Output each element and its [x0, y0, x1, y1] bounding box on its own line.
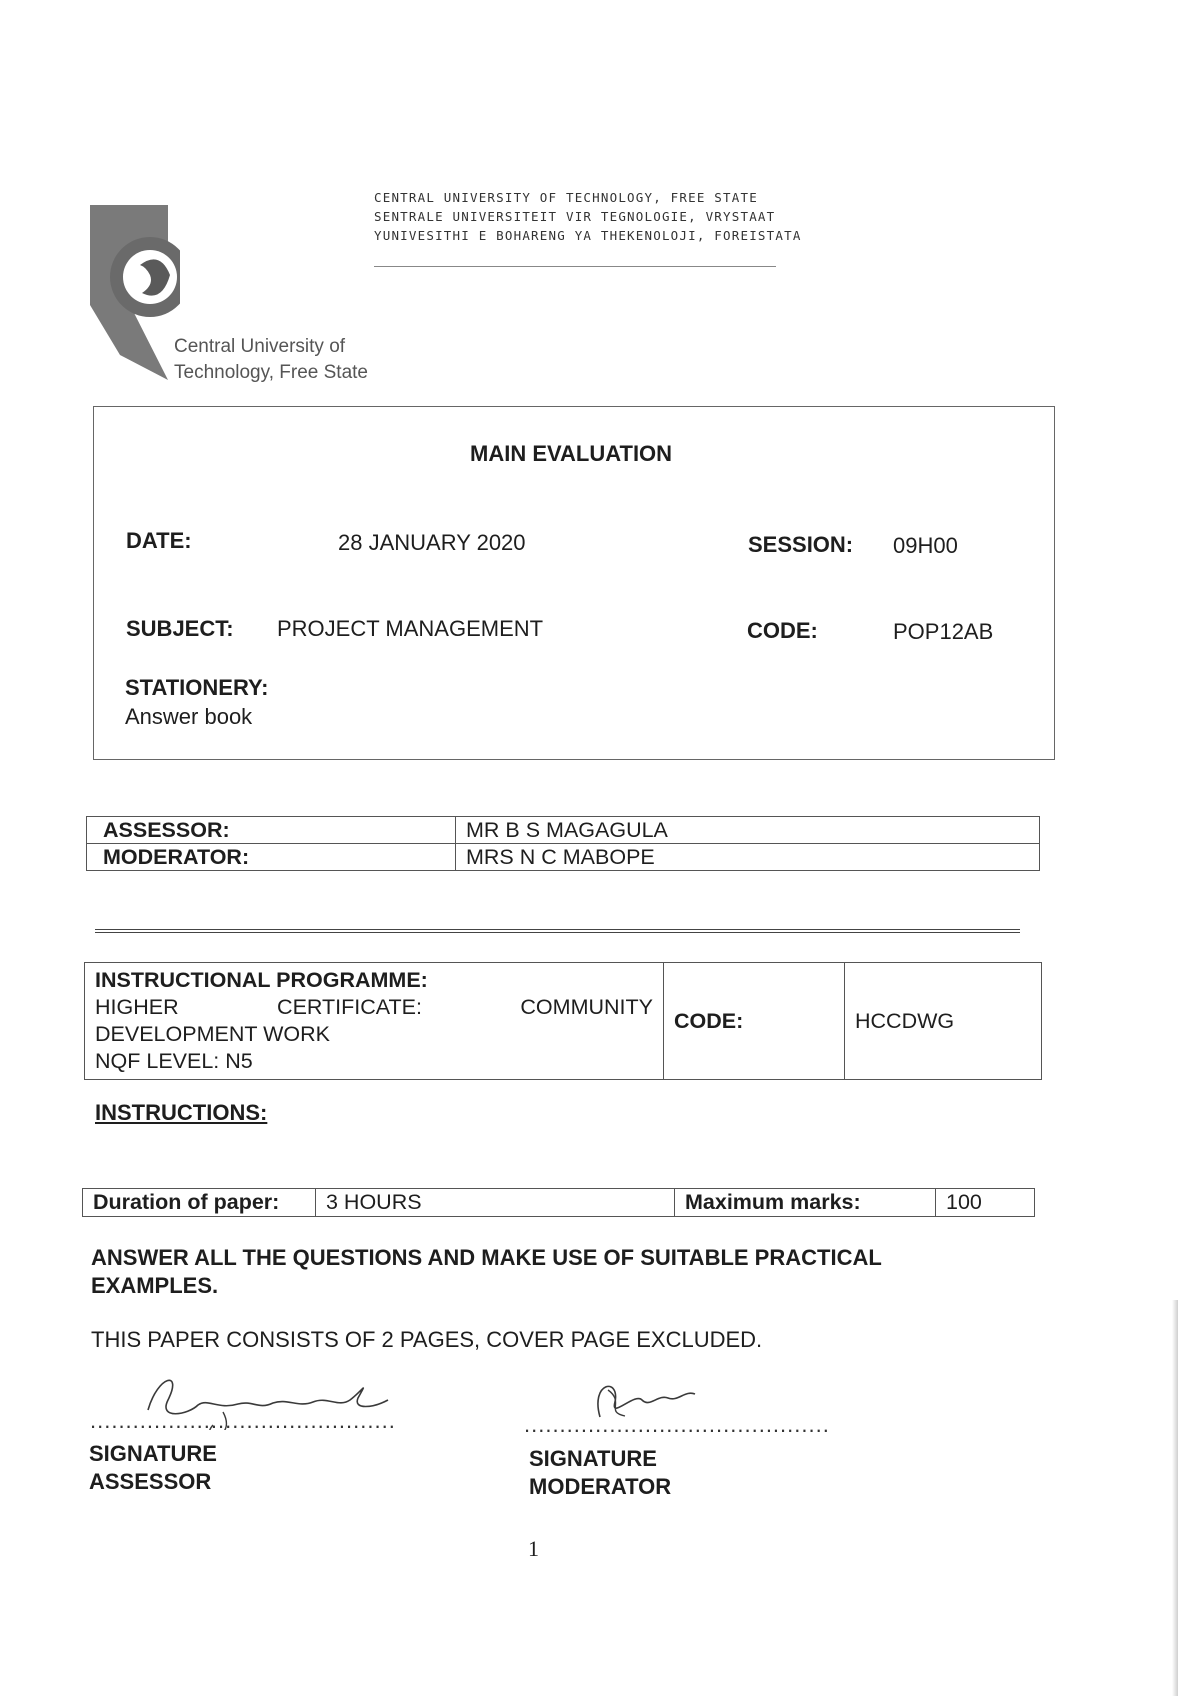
moderator-signature-title: SIGNATURE — [529, 1446, 657, 1471]
university-name-af: SENTRALE UNIVERSITEIT VIR TEGNOLOGIE, VRYSTAAT — [374, 209, 776, 224]
moderator-signature-label — [529, 1445, 671, 1501]
stationery-value: Answer book — [125, 704, 253, 729]
assessor-row — [87, 817, 1040, 844]
staff-table — [86, 816, 1040, 871]
evaluation-title: MAIN EVALUATION — [470, 441, 673, 466]
assessor-signature-role: ASSESSOR — [89, 1469, 212, 1494]
university-name — [374, 188, 802, 245]
answer-all-instruction: ANSWER ALL THE QUESTIONS AND MAKE USE OF SUITABLE PRACTICAL EXAMPLES. — [91, 1245, 882, 1298]
university-logo — [90, 205, 180, 380]
assessor-label: ASSESSOR: — [87, 817, 456, 844]
logo-text-line1: Central University of — [174, 336, 346, 357]
instructions-heading: INSTRUCTIONS: — [95, 1100, 268, 1125]
logo-text — [174, 334, 368, 386]
page-number: 1 — [528, 1536, 539, 1561]
moderator-signature-role: MODERATOR — [529, 1474, 672, 1499]
subject-label: SUBJECT: — [126, 616, 234, 641]
date-label: DATE: — [126, 528, 192, 553]
programme-cell — [85, 963, 664, 1080]
max-marks-value: 100 — [936, 1189, 1035, 1217]
university-name-st: YUNIVESITHI E BOHARENG YA THEKENOLOJI, FOREISTATA — [374, 228, 802, 243]
programme-line1 — [95, 994, 653, 1021]
moderator-row — [87, 844, 1040, 871]
pages-note: THIS PAPER CONSISTS OF 2 PAGES, COVER PAGE EXCLUDED. — [91, 1327, 763, 1352]
moderator-label: MODERATOR: — [87, 844, 456, 871]
logo-mark — [90, 205, 180, 380]
university-name-rule — [374, 266, 776, 267]
logo-text-line2: Technology, Free State — [174, 362, 368, 383]
code-value: POP12AB — [893, 619, 994, 644]
programme-nqf: NQF LEVEL: N5 — [95, 1049, 253, 1073]
programme-table — [84, 962, 1042, 1080]
scan-edge-shadow — [1172, 1300, 1178, 1696]
session-value: 09H00 — [893, 533, 958, 558]
programme-code-value: HCCDWG — [845, 963, 1042, 1080]
duration-value: 3 HOURS — [316, 1189, 675, 1217]
assessor-signature-dots: ........................................... — [90, 1408, 396, 1433]
code-label: CODE: — [747, 618, 818, 643]
programme-word1: HIGHER — [95, 995, 179, 1019]
max-marks-label: Maximum marks: — [675, 1189, 936, 1217]
duration-row — [83, 1189, 1035, 1217]
stationery-label: STATIONERY: — [125, 675, 269, 700]
session-label: SESSION: — [748, 532, 854, 557]
moderator-signature-dots: ........................................... — [524, 1412, 830, 1437]
university-name-en: CENTRAL UNIVERSITY OF TECHNOLOGY, FREE STATE — [374, 190, 758, 205]
programme-row — [85, 963, 1042, 1080]
programme-label: INSTRUCTIONAL PROGRAMME: — [95, 968, 428, 992]
section-divider — [95, 929, 1020, 933]
moderator-value: MRS N C MABOPE — [456, 844, 1040, 871]
subject-value: PROJECT MANAGEMENT — [277, 616, 544, 641]
duration-label: Duration of paper: — [83, 1189, 316, 1217]
assessor-signature-title: SIGNATURE — [89, 1441, 217, 1466]
duration-table — [82, 1188, 1035, 1217]
programme-word2: CERTIFICATE: — [277, 995, 422, 1019]
assessor-value: MR B S MAGAGULA — [456, 817, 1040, 844]
programme-word3: COMMUNITY — [520, 995, 653, 1019]
assessor-signature-label — [89, 1440, 217, 1496]
programme-line2: DEVELOPMENT WORK — [95, 1022, 330, 1046]
programme-code-label: CODE: — [664, 963, 845, 1080]
date-value: 28 JANUARY 2020 — [338, 530, 526, 555]
